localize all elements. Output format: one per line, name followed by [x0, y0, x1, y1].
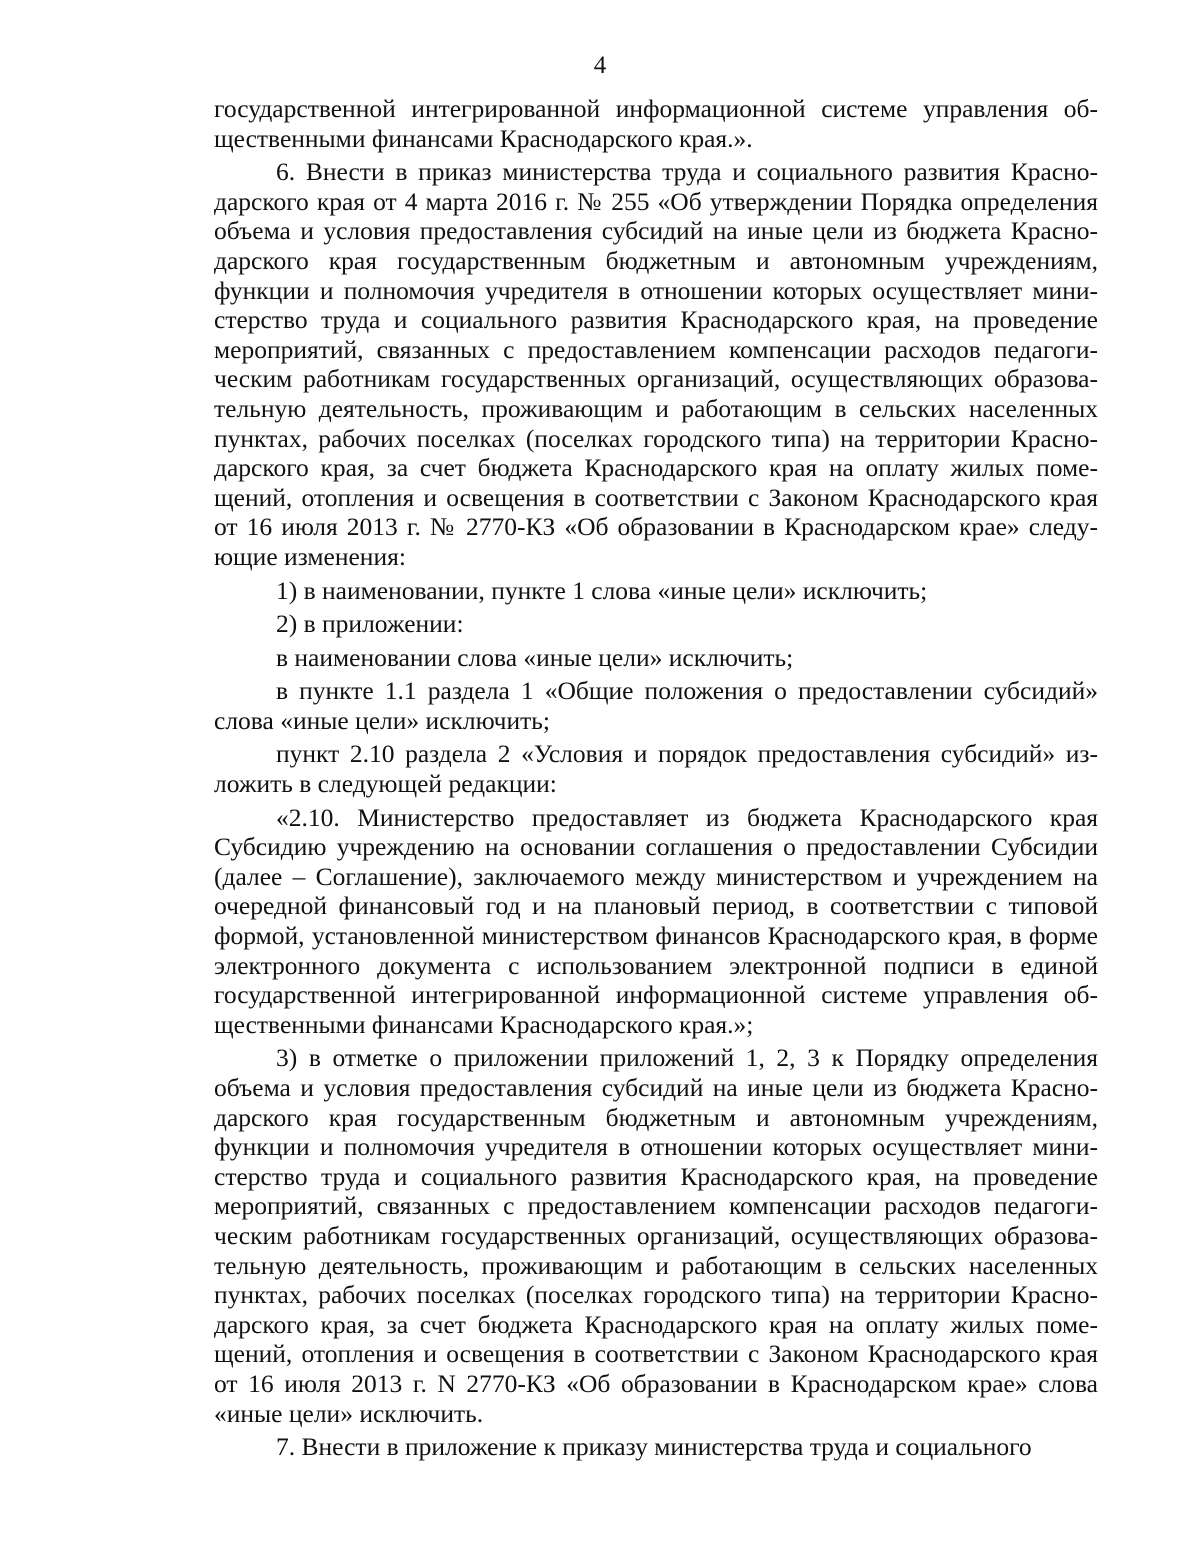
- paragraph-quote-2-10: «2.10. Министерство предоставляет из бюджета Краснодарского края Субсидию учреждению на основании соглашения о предоставлении Субсидии (далее – Соглашение), заключаемого между министерством и учреждением на очередной финансовый год и на плановый период, в соответствии с типовой формой, установленной министерством финансов Краснодарского края, в форме электронного документа с использованием электронной подписи в единой государственной интегрированной информационной системе управления общественными финансами Краснодарского края.»;: [214, 802, 1098, 1039]
- page-number: 4: [593, 52, 607, 79]
- document-body: [214, 94, 1098, 1466]
- paragraph-subitem-3: 3) в отметке о приложении приложений 1, 2, 3 к Порядку определения объема и условия предоставления субсидий на иные цели из бюджета Краснодарского края государственным бюджетным и автономным учреждениям, функции и полномочия учредителя в отношении которых осуществляет министерство труда и социального развития Краснодарского края, на проведение мероприятий, связанных с предоставлением компенсации расходов педагогическим работникам государственных организаций, осуществляющих образовательную деятельность, проживающим и работающим в сельских населенных пунктах, рабочих поселках (поселках городского типа) на территории Краснодарского края, за счет бюджета Краснодарского края на оплату жилых помещений, отопления и освещения в соответствии с Законом Краснодарского края от 16 июля 2013 г. N 2770-КЗ «Об образовании в Краснодарском крае» слова «иные цели» исключить.: [214, 1043, 1098, 1428]
- paragraph-item-6: 6. Внести в приказ министерства труда и социального развития Краснодарского края от 4 марта 2016 г. № 255 «Об утверждении Порядка определения объема и условия предоставления субсидий на иные цели из бюджета Краснодарского края государственным бюджетным и автономным учреждениям, функции и полномочия учредителя в отношении которых осуществляет министерство труда и социального развития Краснодарского края, на проведение мероприятий, связанных с предоставлением компенсации расходов педагогическим работникам государственных организаций, осуществляющих образовательную деятельность, проживающим и работающим в сельских населенных пунктах, рабочих поселках (поселках городского типа) на территории Краснодарского края, за счет бюджета Краснодарского края на оплату жилых помещений, отопления и освещения в соответствии с Законом Краснодарского края от 16 июля 2013 г. № 2770-КЗ «Об образовании в Краснодарском крае» следующие изменения:: [214, 157, 1098, 571]
- paragraph-item-7: 7. Внести в приложение к приказу министерства труда и социального: [276, 1432, 1032, 1462]
- paragraph-point-1-1: в пункте 1.1 раздела 1 «Общие положения о предоставлении субсидий» слова «иные цели» исключить;: [214, 676, 1098, 735]
- paragraph-subitem-2: 2) в приложении:: [276, 609, 464, 639]
- paragraph-name-change: в наименовании слова «иные цели» исключить;: [276, 642, 794, 672]
- paragraph-continuation: государственной интегрированной информационной системе управления общественными финансами Краснодарского края.».: [214, 94, 1098, 153]
- paragraph-subitem-1: 1) в наименовании, пункте 1 слова «иные цели» исключить;: [276, 575, 928, 605]
- paragraph-point-2-10: пункт 2.10 раздела 2 «Условия и порядок предоставления субсидий» изложить в следующей редакции:: [214, 739, 1098, 799]
